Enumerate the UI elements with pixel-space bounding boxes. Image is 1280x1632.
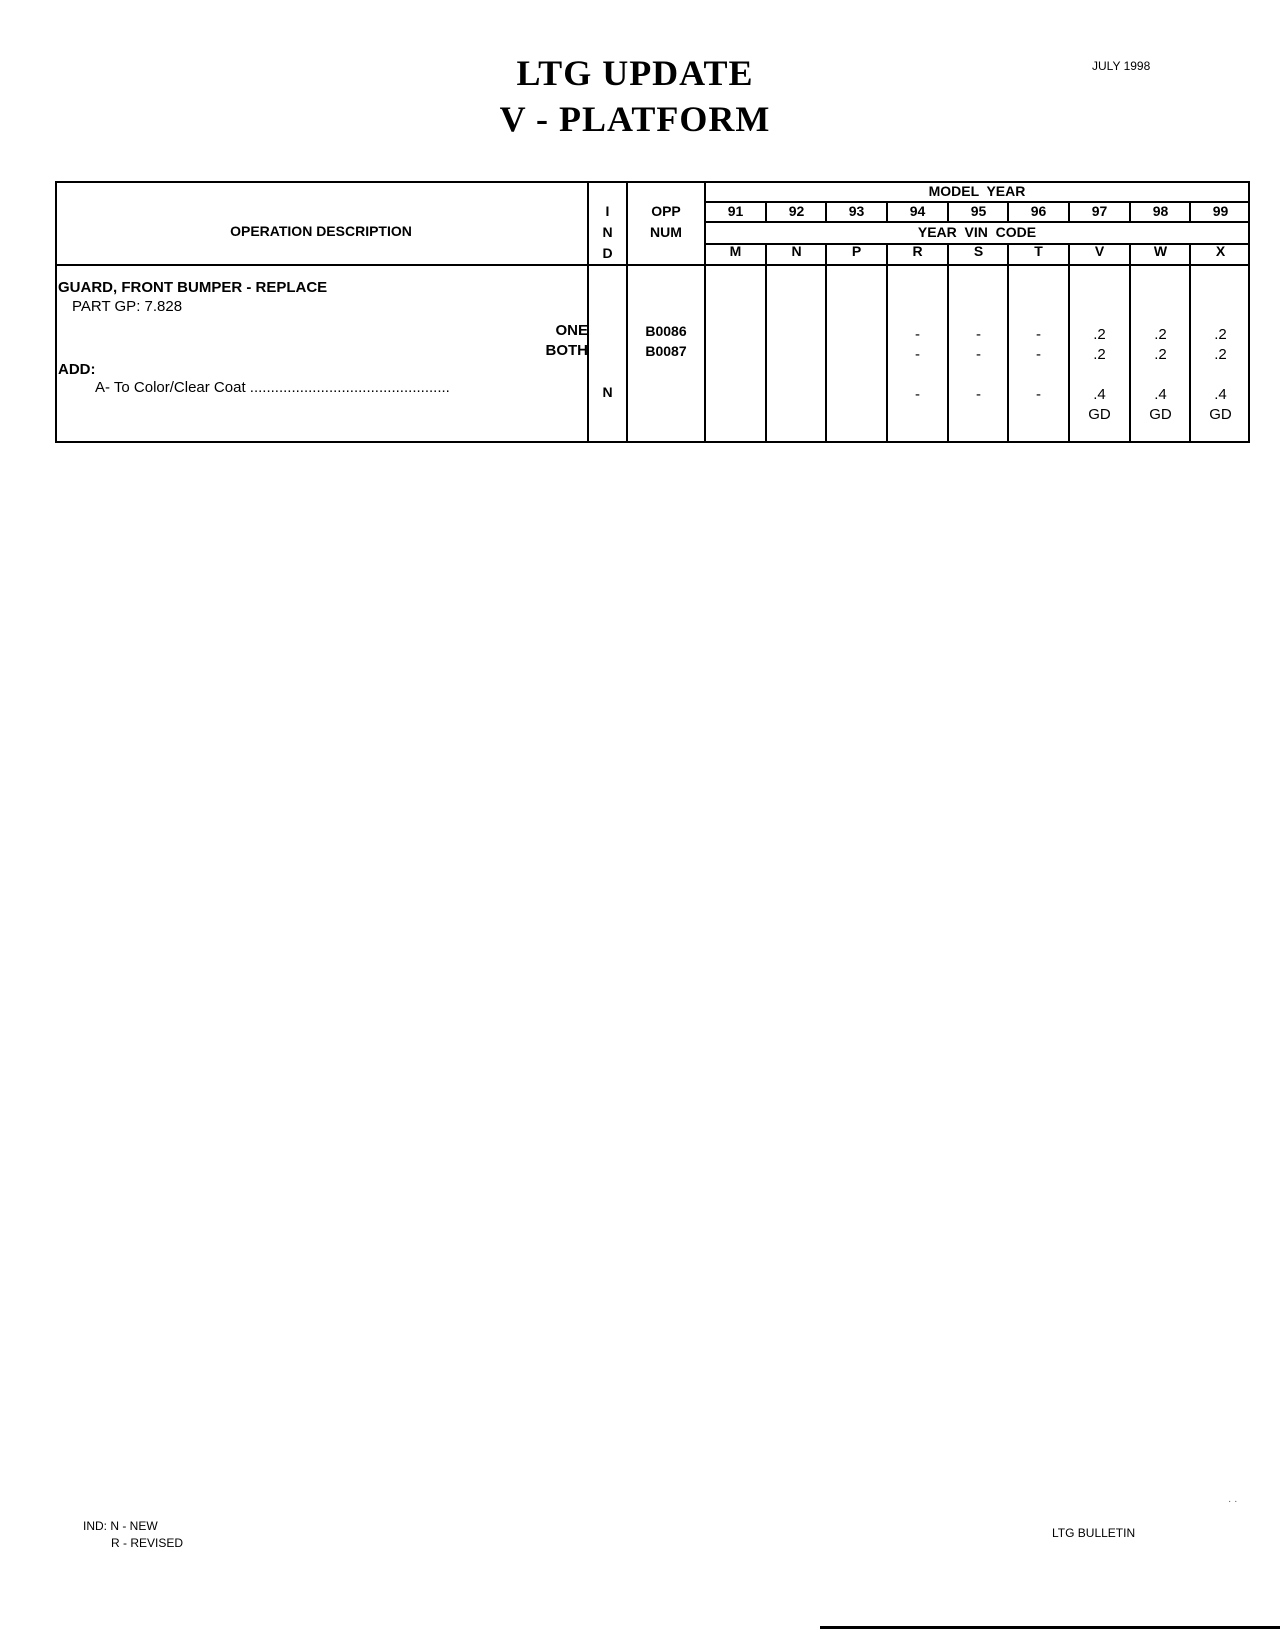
vin-code-cell: M — [729, 243, 742, 259]
add-labor-value: - — [976, 386, 981, 403]
model-year-cell: 98 — [1152, 203, 1169, 219]
model-year-cell: 95 — [970, 203, 987, 219]
add-note-value: GD — [1088, 406, 1111, 423]
ind-header-n: N — [602, 224, 613, 240]
add-labor-value: .4 — [1093, 386, 1106, 403]
add-labor-value: .4 — [1154, 386, 1167, 403]
one-labor-value: - — [915, 326, 920, 343]
one-label: ONE — [555, 322, 588, 339]
scan-speck: · · — [1228, 1496, 1238, 1507]
one-labor-value: .2 — [1154, 326, 1167, 343]
add-note-value: GD — [1209, 406, 1232, 423]
one-labor-value: .2 — [1214, 326, 1227, 343]
add-labor-value: - — [1036, 386, 1041, 403]
year-vin-code-header: YEAR VIN CODE — [917, 224, 1037, 240]
model-year-cell: 97 — [1091, 203, 1108, 219]
add-labor-value: .4 — [1214, 386, 1227, 403]
model-year-cell: 99 — [1212, 203, 1229, 219]
scan-edge-line — [820, 1626, 1280, 1629]
add-label: ADD: — [58, 361, 96, 378]
vin-code-cell: S — [973, 243, 984, 259]
model-year-cell: 92 — [788, 203, 805, 219]
labor-time-table — [55, 181, 1255, 444]
vin-code-cell: V — [1094, 243, 1105, 259]
operation-description-header: OPERATION DESCRIPTION — [230, 223, 412, 239]
ind-legend-revised: R - REVISED — [111, 1536, 184, 1550]
vin-code-cell: T — [1034, 243, 1043, 259]
model-year-cell: 96 — [1030, 203, 1047, 219]
page-title-line-1: LTG UPDATE — [516, 53, 754, 93]
both-labor-value: .2 — [1093, 346, 1106, 363]
vin-code-cell: W — [1153, 243, 1168, 259]
both-labor-value: .2 — [1154, 346, 1167, 363]
add-item-color-clear-coat: A- To Color/Clear Coat ................................................ — [95, 379, 450, 396]
opp-header: OPP — [651, 203, 681, 219]
vin-code-cell: N — [791, 243, 802, 259]
bulletin-label: LTG BULLETIN — [1052, 1526, 1136, 1540]
vin-code-cell: X — [1215, 243, 1226, 259]
both-labor-value: - — [976, 346, 981, 363]
document-date: JULY 1998 — [1092, 59, 1151, 73]
ind-header-d: D — [602, 245, 613, 261]
part-group: PART GP: 7.828 — [72, 298, 183, 315]
model-year-cell: 91 — [727, 203, 744, 219]
both-labor-value: .2 — [1214, 346, 1227, 363]
both-label: BOTH — [545, 342, 588, 359]
one-labor-value: - — [976, 326, 981, 343]
ind-legend-new: IND: N - NEW — [83, 1519, 158, 1533]
operation-title: GUARD, FRONT BUMPER - REPLACE — [58, 279, 328, 296]
both-labor-value: - — [1036, 346, 1041, 363]
one-labor-value: .2 — [1093, 326, 1106, 343]
ind-header-i: I — [605, 203, 610, 219]
page-title-line-2: V - PLATFORM — [499, 99, 771, 139]
one-opp-number: B0086 — [645, 323, 687, 339]
vin-code-cell: R — [912, 243, 923, 259]
add-labor-value: - — [915, 386, 920, 403]
add-ind-value: N — [602, 384, 613, 400]
one-labor-value: - — [1036, 326, 1041, 343]
model-year-cell: 93 — [848, 203, 865, 219]
both-labor-value: - — [915, 346, 920, 363]
num-header: NUM — [650, 224, 682, 240]
both-opp-number: B0087 — [645, 343, 687, 359]
model-year-cell: 94 — [909, 203, 926, 219]
add-note-value: GD — [1149, 406, 1172, 423]
model-year-header: MODEL YEAR — [928, 183, 1026, 199]
vin-code-cell: P — [851, 243, 862, 259]
